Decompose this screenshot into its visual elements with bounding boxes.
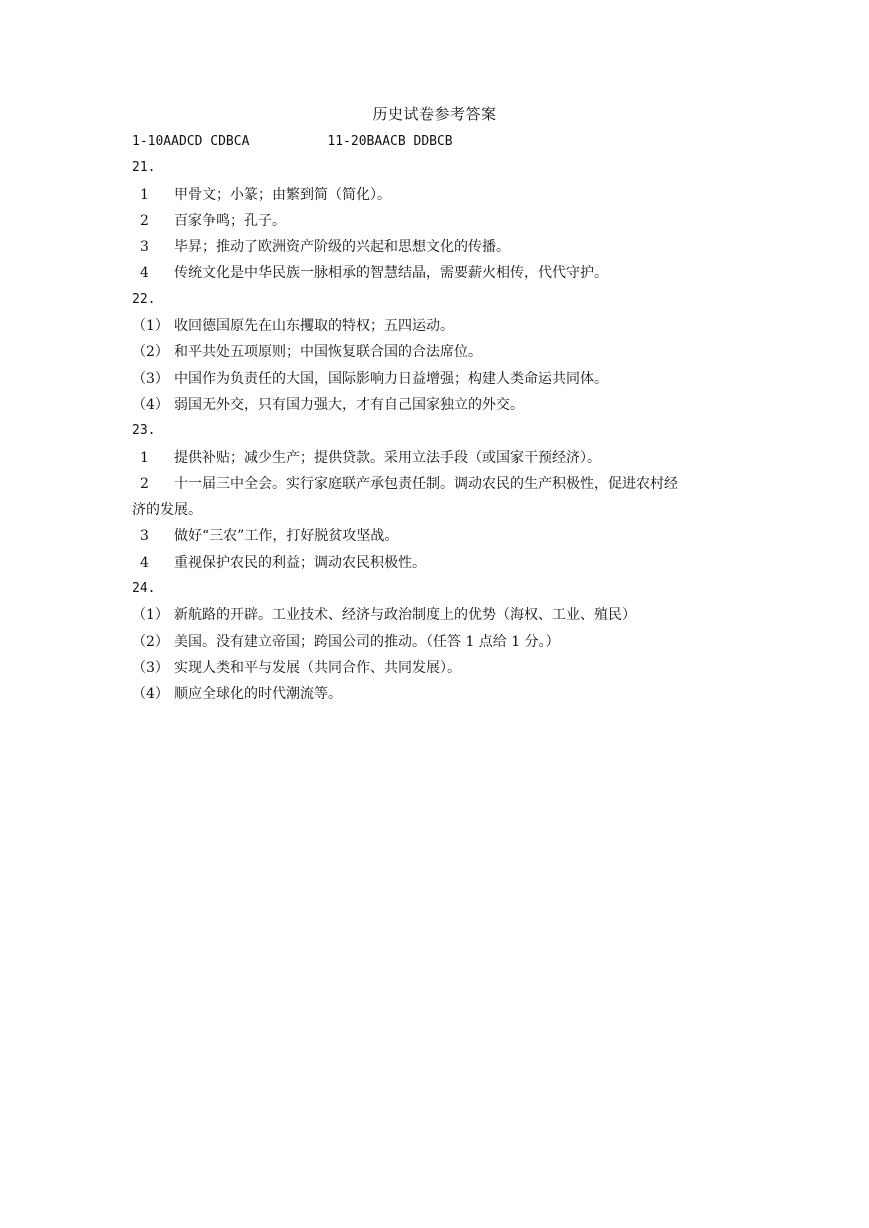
item-marker: 3 (140, 528, 149, 545)
answer-item (132, 313, 742, 339)
question-number-23: 23. (132, 423, 156, 439)
item-marker: 4 (140, 554, 149, 571)
item-text: 毕昇；推动了欧洲资产阶级的兴起和思想文化的传播。 (174, 239, 510, 256)
answer-key-part1: 1-10AADCD CDBCA (132, 134, 250, 149)
item-text: 美国。没有建立帝国；跨国公司的推动。（任答 1 点给 1 分。） (174, 633, 560, 650)
item-marker: （3） (132, 659, 169, 676)
item-text: 新航路的开辟。工业技术、经济与政治制度上的优势（海权、工业、殖民） (174, 607, 636, 624)
answer-item (132, 366, 742, 392)
item-text: 收回德国原先在山东攫取的特权；五四运动。 (174, 318, 454, 335)
item-text: 中国作为负责任的大国，国际影响力日益增强；构建人类命运共同体。 (174, 370, 608, 387)
answer-key-part2: 11-20BAACB DDBCB (327, 134, 453, 149)
answer-item (132, 655, 742, 681)
item-marker: 1 (140, 186, 149, 203)
item-marker: 2 (140, 475, 149, 492)
question-number-21: 21. (132, 160, 156, 176)
item-text: 和平共处五项原则；中国恢复联合国的合法席位。 (174, 344, 482, 361)
item-text-continued: 济的发展。 (132, 502, 202, 519)
item-text: 提供补贴；减少生产；提供贷款。采用立法手段（或国家干预经济）。 (174, 449, 601, 466)
item-marker: 4 (140, 265, 149, 282)
question-number-22: 22. (132, 291, 156, 307)
answer-item (132, 208, 742, 234)
item-marker: （3） (132, 370, 169, 387)
question-number-24: 24. (132, 581, 156, 597)
item-text: 传统文化是中华民族一脉相承的智慧结晶，需要薪火相传，代代守护。 (174, 265, 608, 282)
answer-item (132, 182, 742, 208)
answer-content (132, 129, 742, 708)
answer-item (132, 234, 742, 260)
answer-item (132, 550, 742, 576)
item-marker: （4） (132, 686, 169, 703)
item-text: 甲骨文；小篆；由繁到简（简化）。 (174, 186, 391, 203)
item-marker: （1） (132, 318, 169, 335)
answer-item (132, 260, 742, 286)
item-marker: （1） (132, 607, 169, 624)
item-marker: 1 (140, 449, 149, 466)
answer-key-line (132, 129, 742, 155)
item-text: 实现人类和平与发展（共同合作、共同发展）。 (174, 659, 461, 676)
answer-item (132, 629, 742, 655)
answer-item (132, 339, 742, 365)
document-title: 历史试卷参考答案 (372, 105, 497, 123)
item-text: 顺应全球化的时代潮流等。 (174, 686, 342, 703)
answer-item (132, 445, 742, 471)
answer-item (132, 523, 742, 549)
item-marker: 2 (140, 212, 149, 229)
answer-item (132, 471, 742, 524)
item-text: 弱国无外交，只有国力强大，才有自己国家独立的外交。 (174, 396, 524, 413)
item-marker: （2） (132, 633, 169, 650)
item-marker: 3 (140, 239, 149, 256)
item-marker: （2） (132, 344, 169, 361)
answer-item (132, 602, 742, 628)
item-text: 十一届三中全会。实行家庭联产承包责任制。调动农民的生产积极性，促进农村经 (174, 475, 678, 492)
answer-item (132, 392, 742, 418)
item-text: 百家争鸣；孔子。 (174, 212, 286, 229)
item-text: 做好“三农”工作，打好脱贫攻坚战。 (174, 528, 399, 545)
item-text: 重视保护农民的利益；调动农民积极性。 (174, 554, 426, 571)
item-marker: （4） (132, 396, 169, 413)
answer-item (132, 681, 742, 707)
